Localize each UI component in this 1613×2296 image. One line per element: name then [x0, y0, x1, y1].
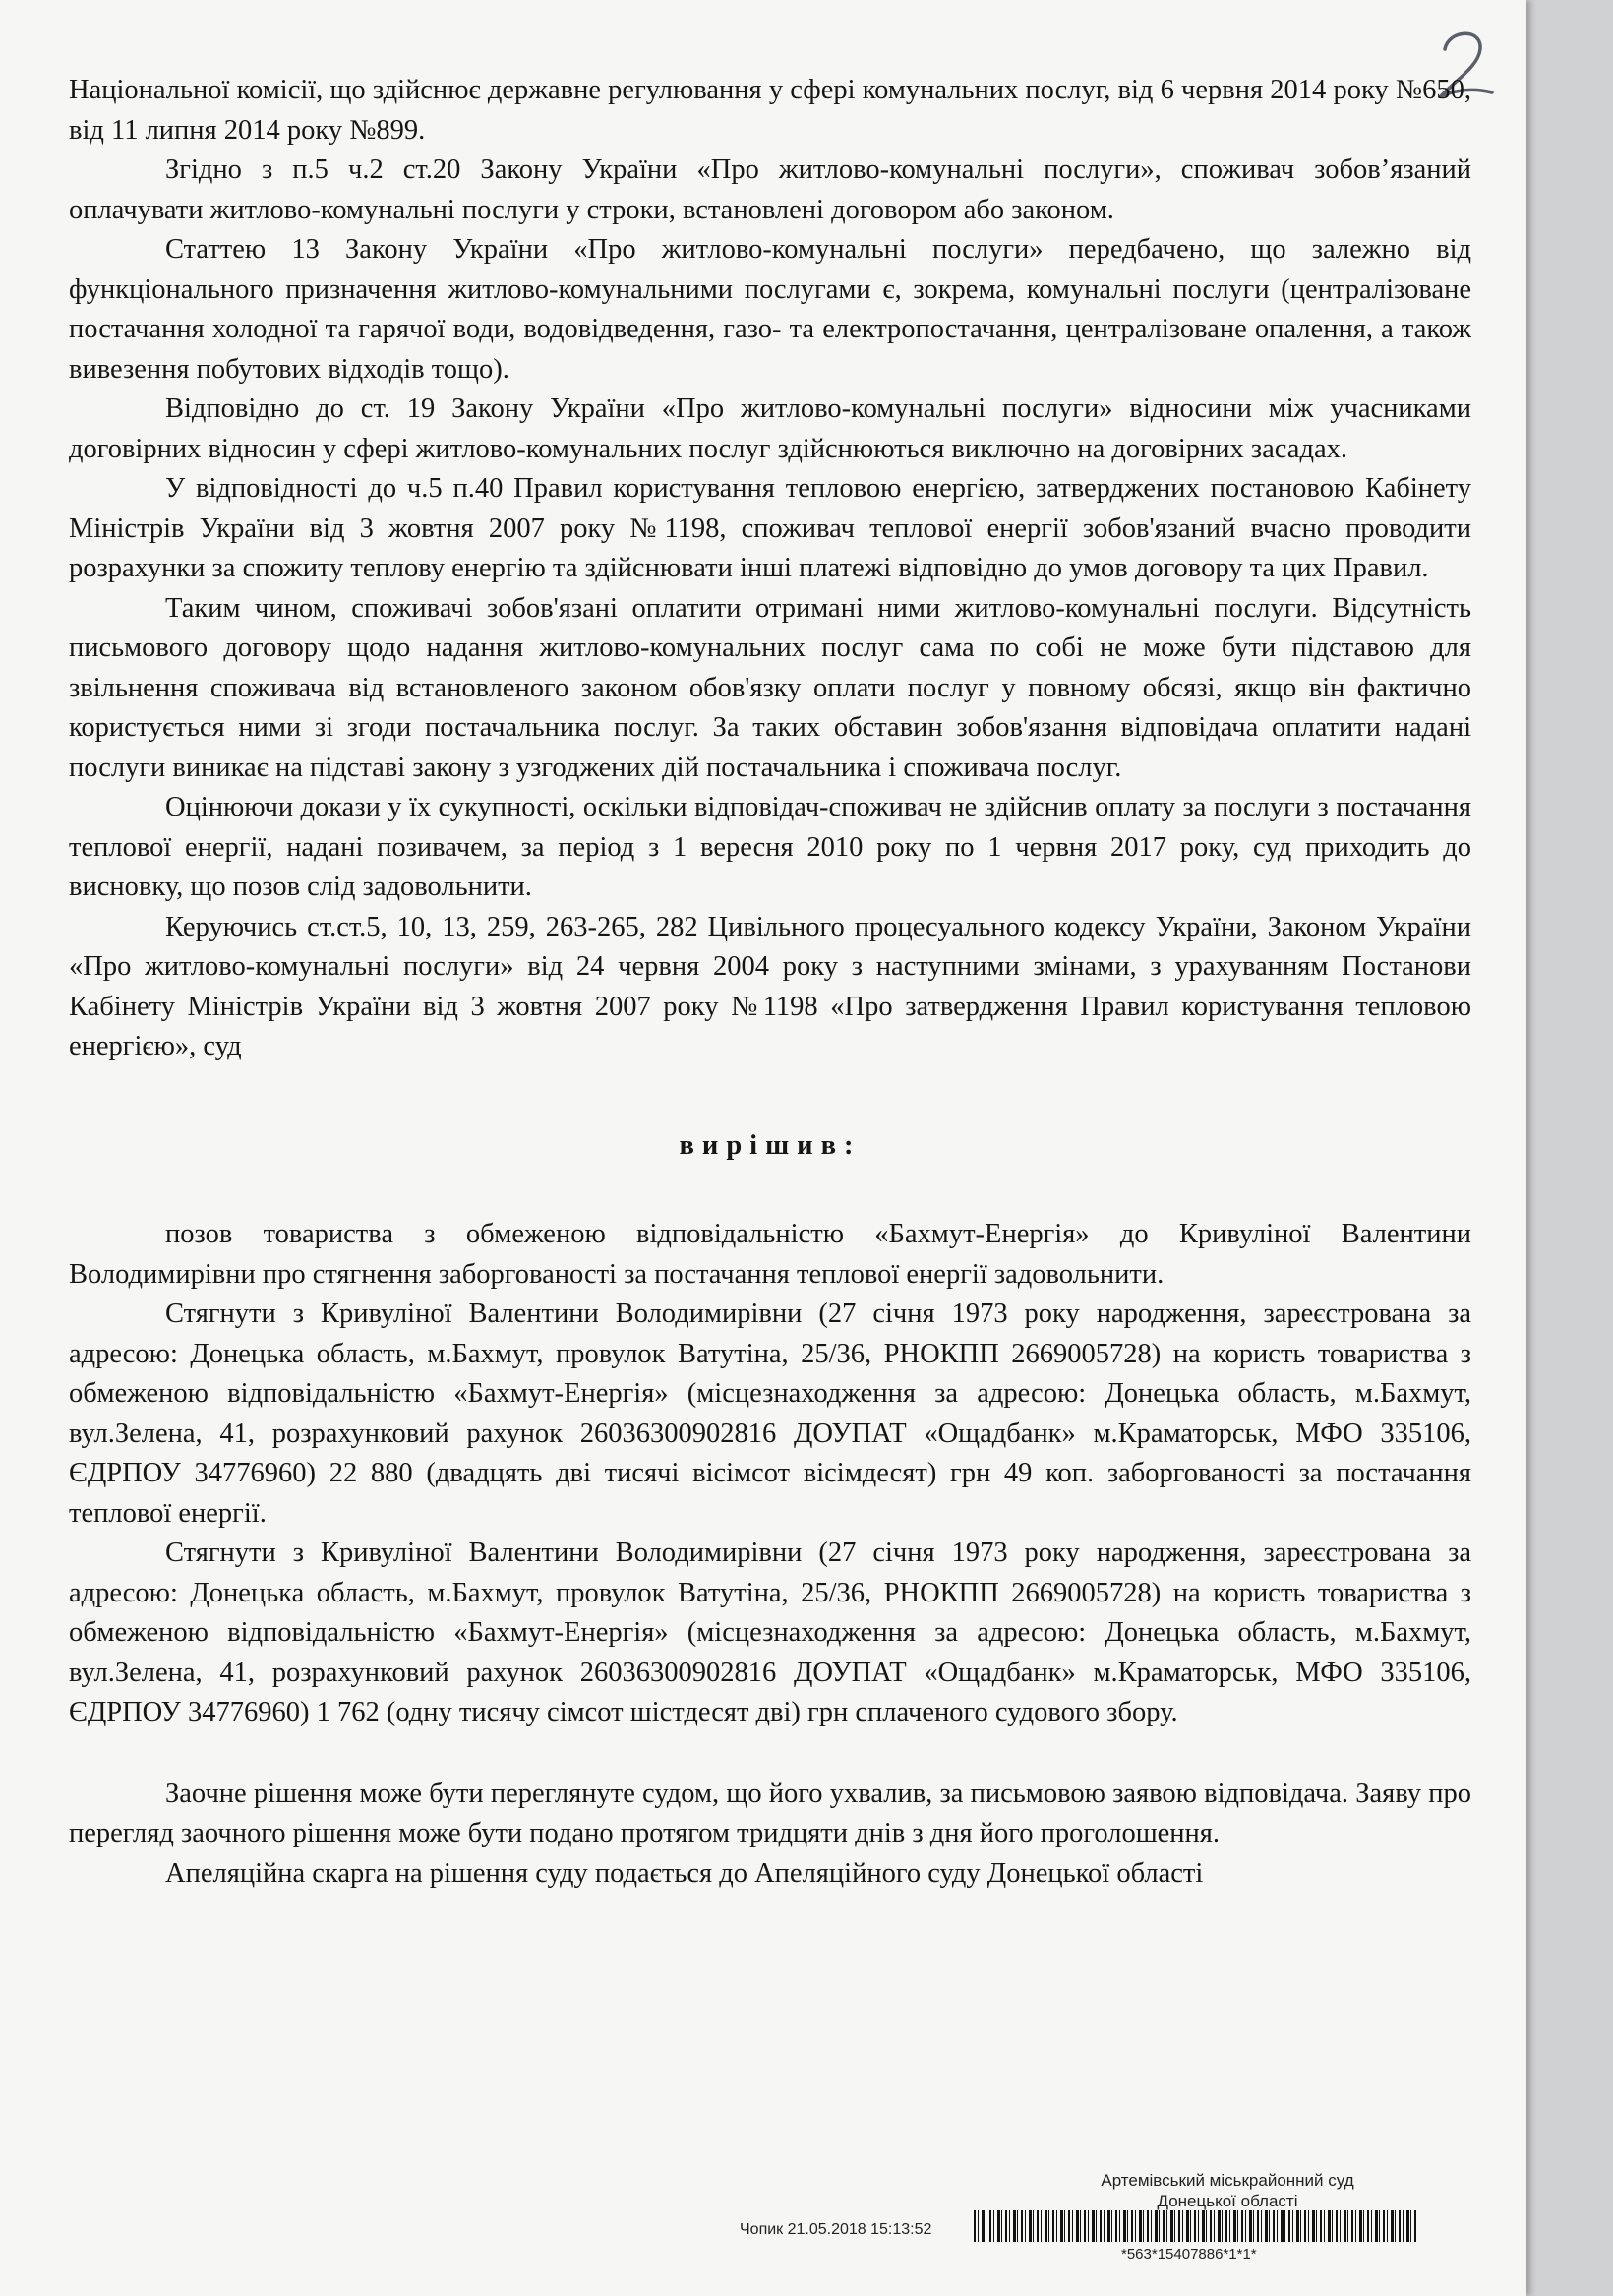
paragraph: позов товариства з обмеженою відповідальністю «Бахмут-Енергія» до Кривуліної Валентини Володимирівни про стягнення заборгованості за постачання теплової енергії задовольнити.	[69, 1219, 1471, 1290]
court-stamp	[1080, 2170, 1375, 2211]
court-region: Донецької області	[1157, 2192, 1298, 2210]
paragraph: Таким чином, споживачі зобов'язані оплатити отримані ними житлово-комунальні послуги. Відсутність письмового договору щодо надання житлово-комунальних послуг сама по собі не може бути підставою для звільнення споживача від встановленого законом обов'язку оплати послуг у повному обсязі, якщо він фактично користується ними зі згоди постачальника послуг. За таких обставин зобов'язання відповідача оплатити надані послуги виникає на підставі закону з узгоджених дій постачальника і споживача послуг.	[69, 592, 1471, 783]
print-info: Чопик 21.05.2018 15:13:52	[740, 2221, 932, 2238]
court-name: Артемівський міськрайонний суд	[1101, 2171, 1354, 2190]
decision-title: вирішив:	[679, 1129, 862, 1161]
paragraph: Згідно з п.5 ч.2 ст.20 Закону України «Про житлово-комунальні послуги», споживач зобов’язаний оплачувати житлово-комунальні послуги у строки, встановлені договором або законом.	[69, 154, 1471, 225]
paragraph: Відповідно до ст. 19 Закону України «Про житлово-комунальні послуги» відносини між учасниками договірних відносин у сфері житлово-комунальних послуг здійснюються виключно на договірних засадах.	[69, 393, 1471, 464]
paragraph: У відповідності до ч.5 п.40 Правил користування тепловою енергією, затверджених постановою Кабінету Міністрів України від 3 жовтня 2007 року №1198, споживач теплової енергії зобов'язаний вчасно проводити розрахунки за спожиту теплову енергію та здійснювати інші платежі відповідно до умов договору та цих Правил.	[69, 473, 1471, 583]
barcode-icon	[974, 2210, 1416, 2242]
paragraph: Стягнути з Кривуліної Валентини Володимирівни (27 січня 1973 року народження, зареєстрована за адресою: Донецька область, м.Бахмут, провулок Ватутіна, 25/36, РНОКПП 2669005728) на користь товариства з обмеженою відповідальністю «Бахмут-Енергія» (місцезнаходження за адресою: Донецька область, м.Бахмут, вул.Зелена, 41, розрахунковий рахунок 26036300902816 ДОУПАТ «Ощадбанк» м.Краматорськ, МФО 335106, ЄДРПОУ 34776960) 22 880 (двадцять дві тисячі вісімсот вісімдесят) грн 49 коп. заборгованості за постачання теплової енергії.	[69, 1299, 1471, 1529]
paragraph: Статтею 13 Закону України «Про житлово-комунальні послуги» передбачено, що залежно від функціонального призначення житлово-комунальними послугами є, зокрема, комунальні послуги (централізоване постачання холодної та гарячої води, водовідведення, газо- та електропостачання, централізоване опалення, а також вивезення побутових відходів тощо).	[69, 234, 1471, 385]
paragraph: Заочне рішення може бути переглянуте судом, що його ухвалив, за письмовою заявою відповідача. Заяву про перегляд заочного рішення може бути подано протягом тридцяти днів з дня його проголошення.	[69, 1778, 1471, 1848]
paragraph: Апеляційна скарга на рішення суду подається до Апеляційного суду Донецької області	[165, 1857, 1204, 1889]
document-body	[69, 71, 1471, 1894]
paragraph: Національної комісії, що здійснює державне регулювання у сфері комунальних послуг, від 6 червня 2014 року №650, від 11 липня 2014 року №899.	[69, 75, 1471, 146]
barcode-number: *563*15407886*1*1*	[1121, 2246, 1257, 2263]
paragraph: Оцінюючи докази у їх сукупності, оскільки відповідач-споживач не здійснив оплату за послуги з постачання теплової енергії, надані позивачем, за період з 1 вересня 2010 року по 1 червня 2017 року, суд приходить до висновку, що позов слід задовольнити.	[69, 792, 1471, 902]
paragraph: Керуючись ст.ст.5, 10, 13, 259, 263-265, 282 Цивільного процесуального кодексу України, Законом України «Про житлово-комунальні послуги» від 24 червня 2004 року з наступними змінами, з урахуванням Постанови Кабінету Міністрів України від 3 жовтня 2007 року №1198 «Про затвердження Правил користування тепловою енергією», суд	[69, 911, 1471, 1061]
paragraph: Стягнути з Кривуліної Валентини Володимирівни (27 січня 1973 року народження, зареєстрована за адресою: Донецька область, м.Бахмут, провулок Ватутіна, 25/36, РНОКПП 2669005728) на користь товариства з обмеженою відповідальністю «Бахмут-Енергія» (місцезнаходження за адресою: Донецька область, м.Бахмут, вул.Зелена, 41, розрахунковий рахунок 26036300902816 ДОУПАТ «Ощадбанк» м.Краматорськ, МФО 335106, ЄДРПОУ 34776960) 1 762 (одну тисячу сімсот шістдесят дві) грн сплаченого судового збору.	[69, 1538, 1471, 1727]
